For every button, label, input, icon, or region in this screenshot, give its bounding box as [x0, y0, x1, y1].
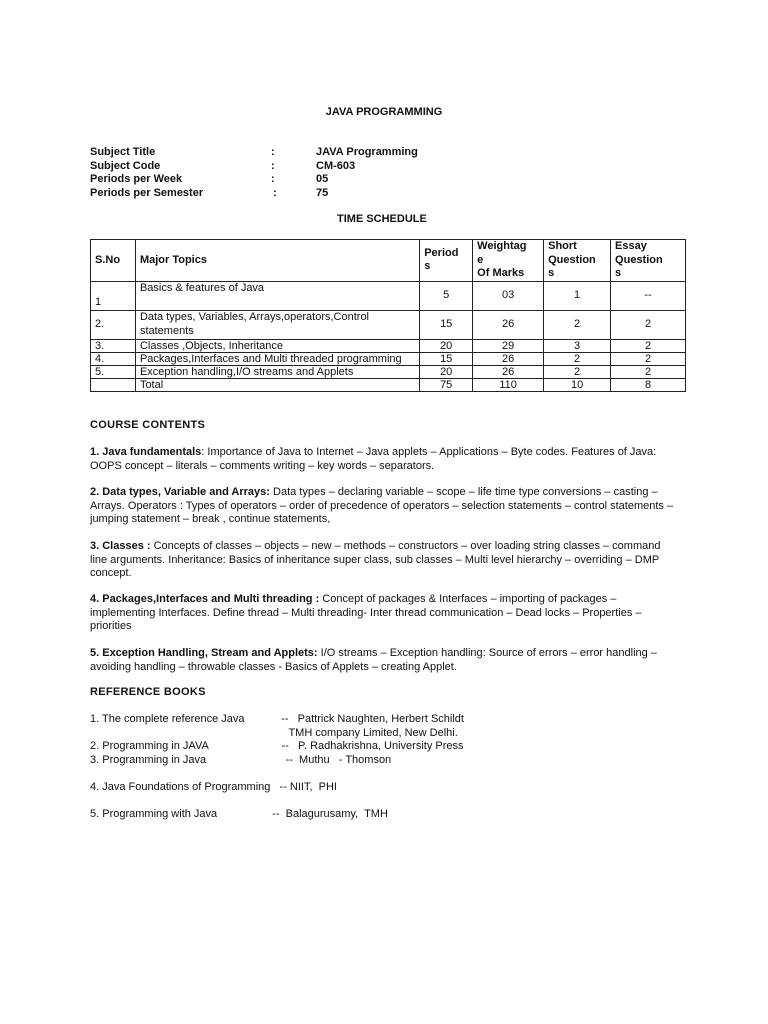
- table-row: [91, 310, 686, 339]
- info-row-periods-semester: [90, 187, 490, 201]
- cell-essay: --: [611, 281, 686, 310]
- info-value: 05: [316, 173, 329, 186]
- section-sep: :: [201, 446, 205, 458]
- info-row-periods-week: [90, 173, 490, 187]
- header-sno: S.No: [91, 240, 136, 282]
- course-section-1: [90, 446, 680, 473]
- cell-short: 3: [544, 339, 611, 352]
- cell-short: 10: [544, 378, 611, 391]
- schedule-title: TIME SCHEDULE: [337, 213, 427, 225]
- course-section-5: [90, 647, 680, 674]
- cell-sno: 5.: [91, 365, 136, 378]
- course-section-2: [90, 486, 680, 527]
- header-weightage: [473, 240, 544, 282]
- course-contents-heading: COURSE CONTENTS: [90, 419, 206, 431]
- cell-sno: 4.: [91, 352, 136, 365]
- section-head: 4. Packages,Interfaces and Multi threading :: [90, 593, 320, 605]
- cell-topic: Total: [135, 378, 419, 391]
- cell-topic: Packages,Interfaces and Multi threaded programming: [135, 352, 419, 365]
- course-section-4: [90, 593, 680, 634]
- document-title: JAVA PROGRAMMING: [325, 106, 443, 118]
- info-row-subject-title: [90, 146, 490, 160]
- cell-topic: Basics & features of Java: [135, 281, 419, 310]
- cell-periods: 20: [420, 339, 473, 352]
- header-line: Short: [548, 240, 577, 252]
- info-colon: :: [271, 159, 275, 172]
- cell-topic: Exception handling,I/O streams and Applets: [135, 365, 419, 378]
- reference-line: 4. Java Foundations of Programming -- NIIT, PHI: [90, 781, 337, 793]
- reference-line: 5. Programming with Java -- Balagurusamy, TMH: [90, 808, 388, 820]
- header-short-questions: [544, 240, 611, 282]
- header-line: e: [477, 253, 484, 266]
- reference-line: 1. The complete reference Java -- Pattrick Naughten, Herbert Schildt: [90, 713, 464, 725]
- cell-topic: Data types, Variables, Arrays,operators,Control statements: [135, 310, 419, 339]
- section-body: Concept of packages & Interfaces – importing of packages – implementing Interfaces. Define thread – Multi threading- Inter thread communication – Dead locks – Properties – priorities: [90, 593, 642, 633]
- course-section-3: [90, 540, 680, 581]
- info-colon: :: [271, 146, 275, 158]
- table-row: [91, 281, 686, 310]
- section-body: Concepts of classes – objects – new – methods – constructors – over loading string classes – command line arguments. Inheritance: Basics of inheritance super class, sub classes – Multi level hierarchy – overriding – DMP concept.: [90, 540, 661, 580]
- subject-info: [90, 146, 490, 200]
- info-key: Subject Code: [90, 159, 161, 172]
- cell-short: 1: [544, 281, 611, 310]
- cell-weightage: 26: [473, 365, 544, 378]
- cell-essay: 2: [611, 339, 686, 352]
- info-key: Subject Title: [90, 146, 156, 158]
- section-head: 1. Java fundamentals: [90, 446, 202, 458]
- section-body: I/O streams – Exception handling: Source of errors – error handling – avoiding handling – throwable classes - Basics of Applets – creating Applet.: [90, 647, 657, 673]
- header-topics: Major Topics: [135, 240, 419, 282]
- header-line: s: [548, 267, 555, 280]
- section-body: Importance of Java to Internet – Java applets – Applications – Byte codes. Features of Java: OOPS concept – literals – comments writing – key words – separators.: [90, 446, 657, 472]
- info-key: Periods per Semester: [90, 186, 204, 199]
- cell-weightage: 03: [473, 281, 544, 310]
- cell-weightage: 110: [473, 378, 544, 391]
- header-essay-questions: [611, 240, 686, 282]
- info-value: CM-603: [316, 159, 356, 172]
- table-row: [91, 365, 686, 378]
- reference-line: 2. Programming in JAVA -- P. Radhakrishna, University Press: [90, 740, 464, 752]
- cell-sno: 3.: [91, 339, 136, 352]
- table-row: [91, 339, 686, 352]
- section-head: 3. Classes :: [90, 540, 151, 552]
- cell-topic: Classes ,Objects, Inheritance: [135, 339, 419, 352]
- table-header-row: [91, 240, 686, 282]
- reference-line: 3. Programming in Java -- Muthu - Thomson: [90, 754, 392, 766]
- cell-periods: 15: [420, 352, 473, 365]
- table-row-total: [91, 378, 686, 391]
- cell-short: 2: [544, 310, 611, 339]
- cell-periods: 15: [420, 310, 473, 339]
- info-row-subject-code: [90, 160, 490, 174]
- cell-essay: 8: [611, 378, 686, 391]
- cell-essay: 2: [611, 310, 686, 339]
- cell-weightage: 29: [473, 339, 544, 352]
- header-line: Question: [615, 253, 663, 266]
- section-head: 5. Exception Handling, Stream and Applets:: [90, 647, 318, 659]
- header-line: s: [424, 260, 431, 273]
- header-line: Weightag: [477, 240, 527, 252]
- header-periods: [420, 240, 473, 282]
- table-row: [91, 352, 686, 365]
- cell-essay: 2: [611, 365, 686, 378]
- time-schedule-table: [90, 239, 686, 392]
- cell-periods: 5: [420, 281, 473, 310]
- cell-essay: 2: [611, 352, 686, 365]
- reference-line: TMH company Limited, New Delhi.: [90, 727, 458, 739]
- cell-weightage: 26: [473, 310, 544, 339]
- cell-weightage: 26: [473, 352, 544, 365]
- cell-short: 2: [544, 352, 611, 365]
- cell-periods: 20: [420, 365, 473, 378]
- header-line: Period: [424, 246, 459, 259]
- info-value: JAVA Programming: [316, 146, 418, 158]
- header-line: s: [615, 267, 622, 280]
- info-value: 75: [316, 186, 329, 199]
- cell-sno: [91, 378, 136, 391]
- section-head: 2. Data types, Variable and Arrays:: [90, 486, 270, 498]
- header-line: Question: [548, 253, 596, 266]
- info-key: Periods per Week: [90, 173, 183, 186]
- header-line: Essay: [615, 240, 647, 252]
- cell-sno: 2.: [91, 310, 136, 339]
- cell-short: 2: [544, 365, 611, 378]
- header-line: Of Marks: [477, 267, 525, 280]
- cell-periods: 75: [420, 378, 473, 391]
- info-colon: :: [271, 173, 275, 186]
- info-colon: :: [273, 186, 277, 199]
- reference-books-heading: REFERENCE BOOKS: [90, 686, 206, 698]
- section-body: Data types – declaring variable – scope – life time type conversions – casting – Arrays. Operators : Types of operators – order of precedence of operators – selection statements – control statements – jumping statement – break , continue statements,: [90, 486, 674, 526]
- cell-sno: 1: [91, 281, 136, 310]
